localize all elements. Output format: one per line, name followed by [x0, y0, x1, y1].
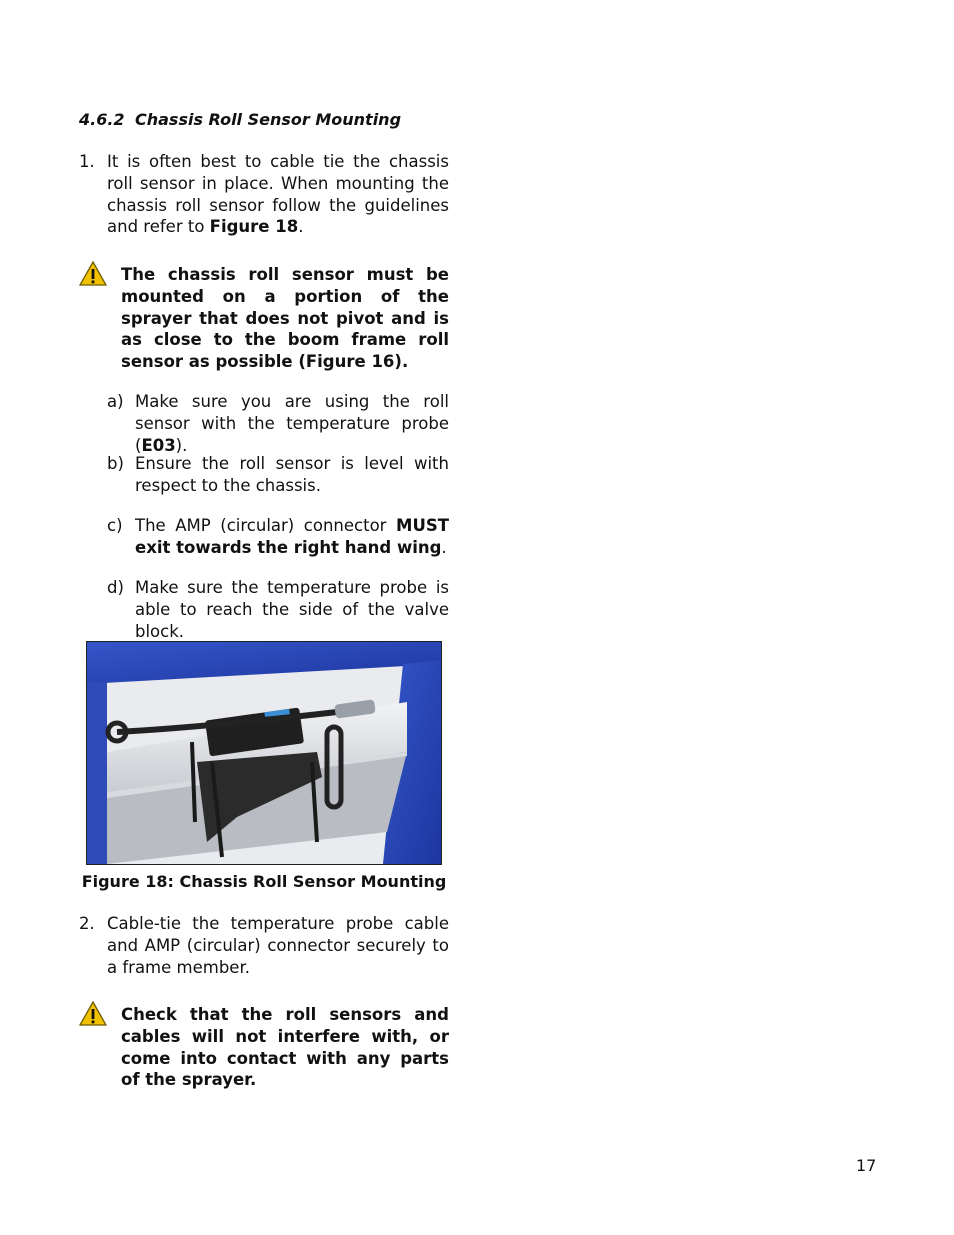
figure-18-caption: Figure 18: Chassis Roll Sensor Mounting [81, 872, 447, 891]
step-1-body: It is often best to cable tie the chassis roll sensor in place. When mounting the chassis roll sensor follow the guidelines and refer to [107, 152, 449, 237]
step-2 [79, 913, 449, 978]
substep-a [107, 391, 449, 456]
warning-triangle-icon [79, 261, 107, 287]
substep-d [107, 577, 449, 642]
step-2-text: Cable-tie the temperature probe cable and AMP (circular) connector securely to a frame member. [107, 914, 449, 977]
substep-a-pre: Make sure you are using the roll sensor with the temperature probe ( [135, 392, 449, 455]
figure-18-image [86, 641, 442, 865]
warning-2-text: Check that the roll sensors and cables will not interfere with, or come into contact with any parts of the sprayer. [121, 1005, 449, 1090]
substep-d-marker: d) [107, 578, 124, 597]
substep-d-text: Make sure the temperature probe is able to reach the side of the valve block. [135, 578, 449, 641]
step-2-marker: 2. [79, 914, 95, 933]
step-1-marker: 1. [79, 152, 95, 171]
warning-1 [79, 264, 449, 373]
figure-18-reference: Figure 18 [209, 217, 299, 237]
substep-b-text: Ensure the roll sensor is level with respect to the chassis. [135, 454, 449, 495]
substep-c-marker: c) [107, 516, 123, 535]
step-1-end: . [298, 217, 304, 237]
substep-a-code: E03 [141, 435, 176, 455]
substep-c-emphasis: MUST exit towards the right hand wing [135, 516, 449, 557]
substep-c-text [135, 515, 449, 559]
warning-triangle-icon [79, 1001, 107, 1027]
warning-1-text: The chassis roll sensor must be mounted on a portion of the sprayer that does not pivot and is as close to the boom frame roll sensor as possible (Figure 16). [121, 265, 449, 372]
substep-c-post: . [441, 537, 447, 557]
substep-b-marker: b) [107, 454, 124, 473]
substep-a-text [135, 391, 449, 456]
section-number: 4.6.2 [79, 110, 125, 129]
chassis-roll-sensor-illustration [87, 642, 441, 864]
step-1 [79, 151, 449, 238]
page-number: 17 [856, 1156, 877, 1175]
substep-b [107, 453, 449, 497]
substep-c-pre: The AMP (circular) connector [135, 516, 397, 535]
section-title: Chassis Roll Sensor Mounting [135, 110, 402, 129]
substep-c [107, 515, 449, 559]
warning-2 [79, 1004, 449, 1091]
substep-a-post: ). [175, 435, 188, 455]
substep-a-marker: a) [107, 392, 124, 411]
section-heading [79, 110, 401, 129]
step-1-text [107, 151, 449, 238]
